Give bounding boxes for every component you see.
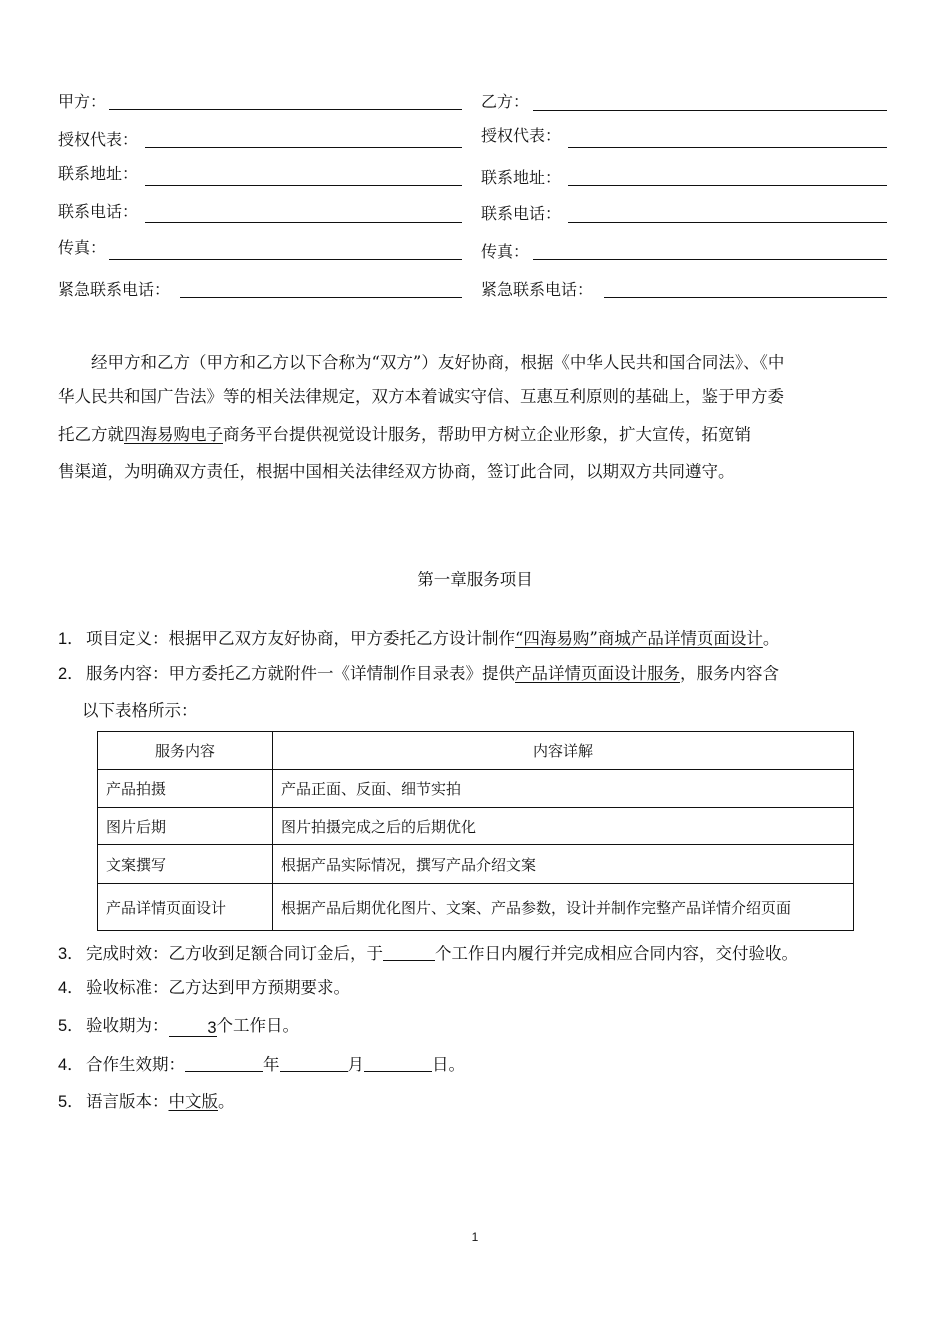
party-a-address-label: 联系地址： (58, 164, 139, 183)
party-b-emergency-input-line[interactable] (604, 297, 887, 298)
party-b-label: 乙方： (481, 92, 530, 111)
service-table (97, 731, 854, 931)
item-text: 项目定义：根据甲乙双方友好协商，甲方委托乙方设计制作 (86, 629, 515, 648)
item-service-content-cont: 以下表格所示： (82, 701, 198, 720)
item-number: 4． (58, 1056, 84, 1074)
party-a-label: 甲方： (58, 92, 107, 111)
item-completion-time (58, 942, 798, 964)
table-row (98, 770, 854, 808)
party-b-emergency-label: 紧急联系电话： (481, 280, 594, 299)
table-header-cell: 服务内容 (98, 732, 273, 770)
table-row (98, 884, 854, 931)
item-number: 3． (58, 945, 84, 963)
intro-line-3 (58, 425, 903, 445)
intro-line-3-pre: 托乙方就 (58, 425, 124, 444)
table-row (98, 808, 854, 845)
party-a-phone-label: 联系电话： (58, 202, 139, 221)
intro-line-2: 华人民共和国广告法》等的相关法律规定，双方本着诚实守信、互惠互利原则的基础上，鉴于甲方委 (58, 387, 784, 406)
item-number: 1． (58, 630, 84, 648)
party-b-fax-label: 传真： (481, 242, 530, 261)
item-language-version (58, 1092, 235, 1112)
party-b-phone-input-line[interactable] (568, 222, 887, 223)
month-blank-field[interactable] (280, 1053, 348, 1072)
party-b-phone-label: 联系电话： (481, 204, 562, 223)
party-a-rep-label: 授权代表： (58, 130, 139, 149)
party-b-input-line[interactable] (533, 110, 887, 111)
item-text-end: 。 (762, 629, 780, 648)
days-blank-field[interactable] (383, 942, 435, 961)
party-b-address-label: 联系地址： (481, 168, 562, 187)
day-blank-field[interactable] (364, 1053, 432, 1072)
item-text-end: 个工作日。 (216, 1016, 299, 1035)
party-a-emergency-label: 紧急联系电话： (58, 280, 171, 299)
day-label: 日。 (432, 1055, 465, 1074)
item-text: 完成时效：乙方收到足额合同订金后，于 (86, 944, 383, 963)
platform-name: 四海易购电子 (124, 425, 223, 444)
item-project-definition (58, 629, 779, 649)
table-cell: 产品拍摄 (98, 770, 273, 808)
table-header-cell: 内容详解 (273, 732, 854, 770)
year-label: 年 (263, 1055, 280, 1074)
item-number: 4． (58, 979, 84, 997)
item-number: 2． (58, 665, 84, 683)
intro-line-1: 经甲方和乙方（甲方和乙方以下合称为“双方”）友好协商，根据《中华人民共和国合同法》、《中 (91, 353, 785, 372)
table-cell: 图片拍摄完成之后的后期优化 (273, 808, 854, 845)
year-blank-field[interactable] (185, 1053, 263, 1072)
item-text-end: 个工作日内履行并完成相应合同内容，交付验收。 (435, 944, 798, 963)
party-b-fax-input-line[interactable] (533, 259, 887, 260)
month-label: 月 (347, 1055, 364, 1074)
party-b-rep-label: 授权代表： (481, 126, 562, 145)
table-cell: 图片后期 (98, 808, 273, 845)
table-cell: 产品正面、反面、细节实拍 (273, 770, 854, 808)
party-b-rep-input-line[interactable] (568, 147, 887, 148)
table-header-row (98, 732, 854, 770)
item-acceptance-period (58, 1016, 299, 1037)
item-number: 5． (58, 1093, 84, 1111)
party-a-address-input-line[interactable] (145, 185, 462, 186)
service-name: 产品详情页面设计服务 (515, 664, 680, 683)
intro-paragraph (58, 353, 903, 373)
item-text: 服务内容：甲方委托乙方就附件一《详情制作目录表》提供 (86, 664, 515, 683)
item-text: 合作生效期： (86, 1055, 185, 1074)
table-row (98, 845, 854, 884)
party-a-fax-label: 传真： (58, 238, 107, 257)
party-a-rep-input-line[interactable] (145, 147, 462, 148)
table-cell: 产品详情页面设计 (98, 884, 273, 931)
item-text: 验收标准：乙方达到甲方预期要求。 (86, 978, 350, 997)
language-value: 中文版 (168, 1092, 218, 1111)
party-a-input-line[interactable] (109, 109, 462, 110)
table-cell: 根据产品实际情况，撰写产品介绍文案 (273, 845, 854, 884)
acceptance-days-field[interactable]: 3 (169, 1018, 217, 1037)
page-number: 1 (471, 1230, 479, 1244)
item-number: 5． (58, 1017, 84, 1035)
project-name: “四海易购”商城产品详情页面设计 (515, 629, 763, 648)
chapter-title: 第一章服务项目 (417, 570, 533, 589)
table-cell: 根据产品后期优化图片、文案、产品参数，设计并制作完整产品详情介绍页面 (273, 884, 854, 931)
table-cell: 文案撰写 (98, 845, 273, 884)
party-a-fax-input-line[interactable] (109, 259, 462, 260)
intro-line-4: 售渠道，为明确双方责任，根据中国相关法律经双方协商，签订此合同，以期双方共同遵守。 (58, 462, 735, 481)
party-a-emergency-input-line[interactable] (180, 297, 462, 298)
item-effective-date (58, 1053, 465, 1075)
item-text-end: 。 (218, 1092, 235, 1111)
item-text: 验收期为： (86, 1016, 169, 1035)
party-b-address-input-line[interactable] (568, 185, 887, 186)
item-text-end: ，服务内容含 (680, 664, 779, 683)
item-text: 语言版本： (86, 1092, 169, 1111)
party-a-phone-input-line[interactable] (145, 222, 462, 223)
item-service-content (58, 664, 779, 684)
item-acceptance-standard (58, 978, 350, 998)
intro-line-3-post: 商务平台提供视觉设计服务，帮助甲方树立企业形象，扩大宣传，拓宽销 (223, 425, 751, 444)
